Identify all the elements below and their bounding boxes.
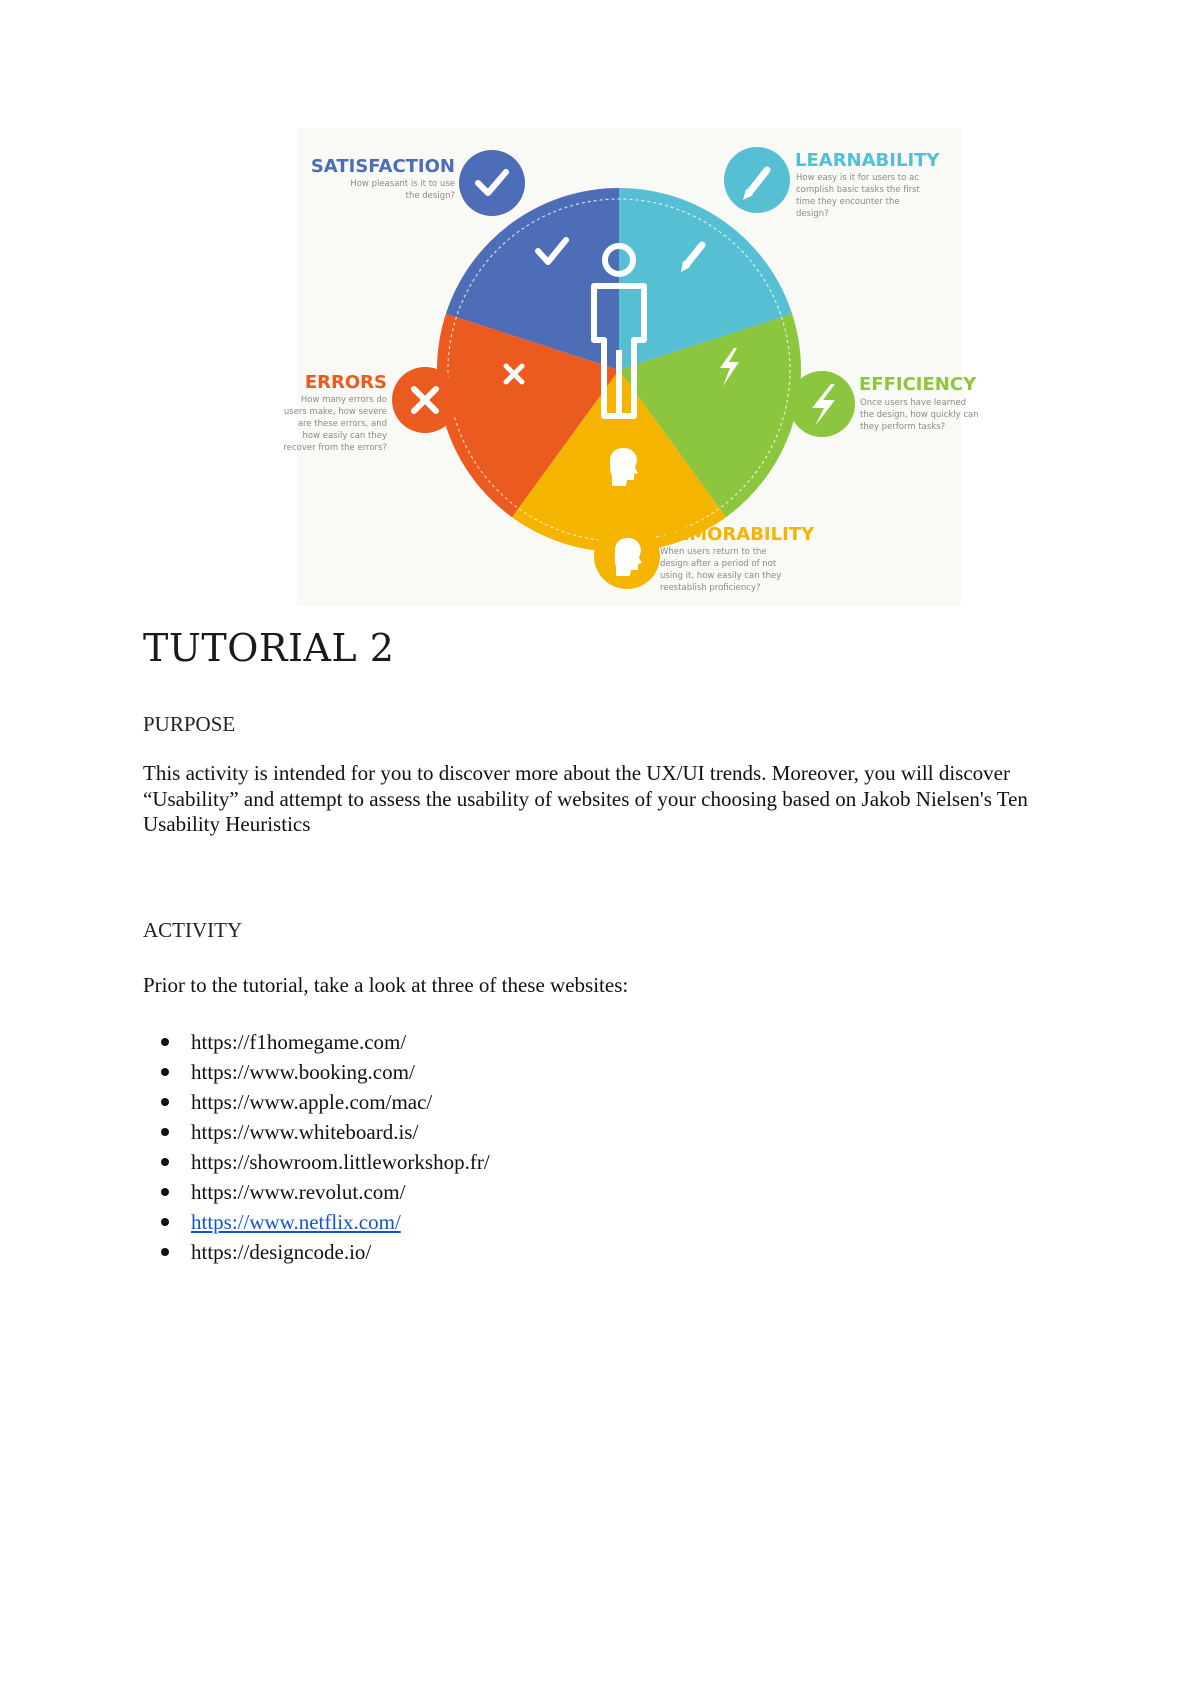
netflix-link[interactable]: https://www.netflix.com/ bbox=[191, 1210, 401, 1234]
list-item bbox=[143, 1207, 490, 1237]
list-item bbox=[143, 1177, 490, 1207]
memorability-description-line-2: design after a period of not bbox=[660, 559, 777, 569]
satisfaction-title: SATISFACTION bbox=[310, 156, 455, 177]
bullet-icon bbox=[161, 1248, 169, 1256]
learnability-description-line-1: How easy is it for users to ac bbox=[796, 173, 919, 183]
list-item bbox=[143, 1237, 490, 1267]
learnability-title: LEARNABILITY bbox=[795, 150, 940, 171]
website-url: https://www.revolut.com/ bbox=[191, 1180, 406, 1204]
bullet-icon bbox=[161, 1068, 169, 1076]
bullet-icon bbox=[161, 1218, 169, 1226]
memorability-description-line-4: reestablish proficiency? bbox=[660, 583, 761, 593]
activity-intro: Prior to the tutorial, take a look at three of these websites: bbox=[143, 973, 629, 997]
efficiency-badge-icon bbox=[789, 371, 855, 437]
errors-badge-icon bbox=[392, 367, 458, 433]
website-url: https://www.apple.com/mac/ bbox=[191, 1090, 433, 1114]
memorability-description-line-3: using it, how easily can they bbox=[660, 571, 782, 581]
usability-wheel-diagram bbox=[283, 128, 979, 606]
errors-description-line-3: are these errors, and bbox=[297, 419, 387, 429]
efficiency-title: EFFICIENCY bbox=[859, 374, 977, 395]
bullet-icon bbox=[161, 1188, 169, 1196]
errors-title: ERRORS bbox=[304, 372, 387, 393]
website-url: https://www.whiteboard.is/ bbox=[191, 1120, 419, 1144]
errors-description-line-5: recover from the errors? bbox=[283, 443, 387, 453]
purpose-paragraph: This activity is intended for you to discover more about the UX/UI trends. Moreover, you will discover “Usability” and attempt to assess the usability of websites of your choosing based on Jakob Nielsen's Ten Usability Heuristics bbox=[143, 761, 1028, 836]
website-url: https://www.booking.com/ bbox=[191, 1060, 415, 1084]
satisfaction-description-line-2: the design? bbox=[405, 191, 455, 201]
errors-description-line-4: how easily can they bbox=[302, 431, 387, 441]
purpose-heading: PURPOSE bbox=[143, 712, 236, 736]
list-item bbox=[143, 1147, 490, 1177]
website-url: https://showroom.littleworkshop.fr/ bbox=[191, 1150, 490, 1174]
bullet-icon bbox=[161, 1158, 169, 1166]
website-url: https://f1homegame.com/ bbox=[191, 1030, 407, 1054]
list-item bbox=[143, 1087, 490, 1117]
memorability-title: MEMORABILITY bbox=[659, 524, 815, 545]
document-title: TUTORIAL 2 bbox=[143, 626, 395, 670]
satisfaction-badge-icon bbox=[459, 150, 525, 216]
list-item bbox=[143, 1027, 490, 1057]
bullet-icon bbox=[161, 1098, 169, 1106]
memorability-badge-icon bbox=[594, 523, 660, 589]
satisfaction-description-line-1: How pleasant is it to use bbox=[350, 179, 455, 189]
list-item bbox=[143, 1057, 490, 1087]
errors-description-line-1: How many errors do bbox=[300, 395, 387, 405]
activity-heading: ACTIVITY bbox=[143, 918, 243, 942]
efficiency-description-line-3: they perform tasks? bbox=[860, 422, 946, 432]
learnability-badge-icon bbox=[724, 147, 790, 213]
errors-description-line-2: users make, how severe bbox=[283, 407, 387, 417]
efficiency-description-line-2: the design, how quickly can bbox=[860, 410, 979, 420]
learnability-description-line-3: time they encounter the bbox=[796, 197, 900, 207]
learnability-description-line-4: design? bbox=[796, 209, 829, 219]
memorability-description-line-1: When users return to the bbox=[660, 547, 767, 557]
list-item bbox=[143, 1117, 490, 1147]
bullet-icon bbox=[161, 1128, 169, 1136]
website-list bbox=[143, 1027, 490, 1267]
efficiency-description-line-1: Once users have learned bbox=[860, 398, 967, 408]
bullet-icon bbox=[161, 1038, 169, 1046]
usability-infographic bbox=[283, 128, 979, 606]
learnability-description-line-2: complish basic tasks the first bbox=[796, 185, 920, 195]
website-url: https://designcode.io/ bbox=[191, 1240, 372, 1264]
